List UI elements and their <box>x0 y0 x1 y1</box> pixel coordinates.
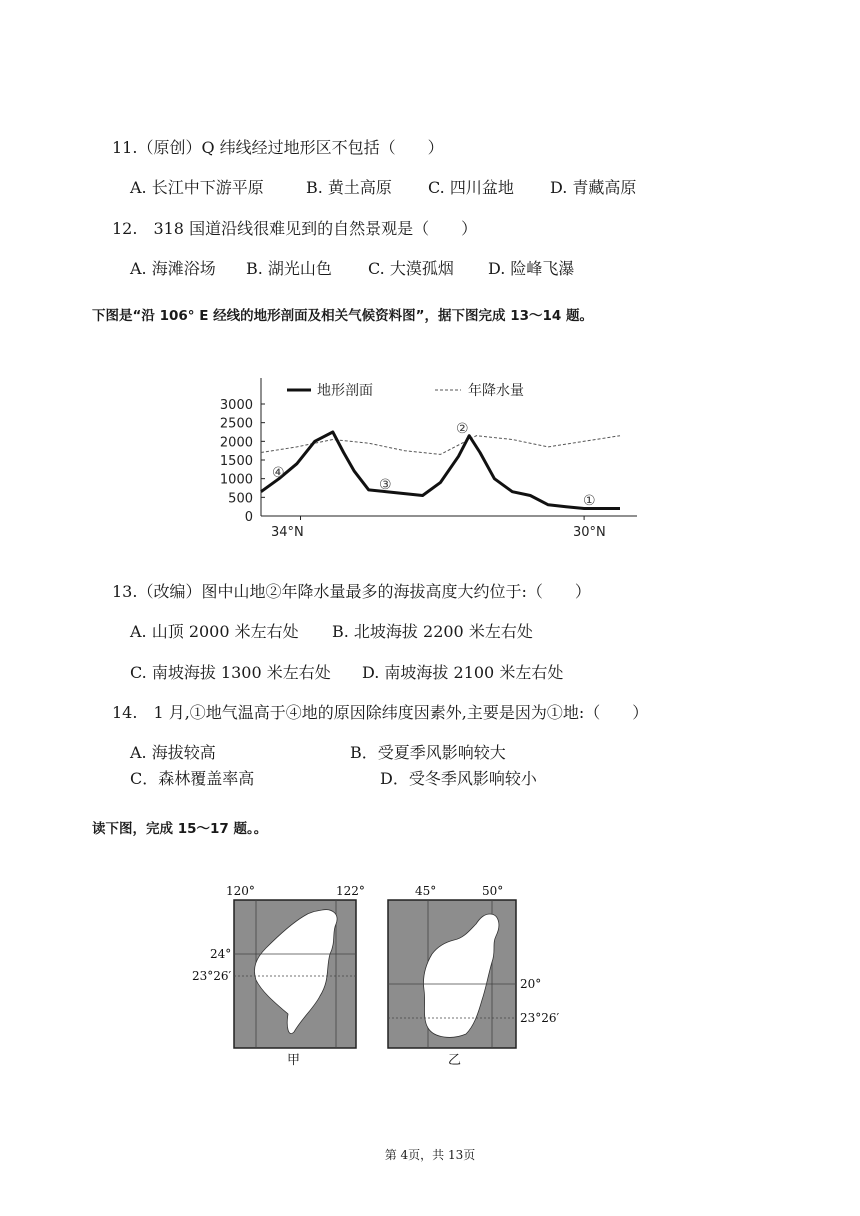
island-maps-figure <box>190 880 560 1070</box>
intro-15-17: 读下图，完成 15～17 题。。 <box>92 821 268 837</box>
page-footer: 第 4页，共 13页 <box>384 1148 476 1162</box>
intro-13-14: 下图是“沿 106° E 经线的地形剖面及相关气候资料图”，据下图完成 13～14 题。 <box>92 308 593 324</box>
terrain-series-line <box>261 432 620 509</box>
q13-option-b: B. 北坡海拔 2200 米左右处 <box>332 622 533 641</box>
marker-4: ④ <box>272 465 285 481</box>
q14-option-d: D．受冬季风影响较小 <box>380 769 537 788</box>
map-jia-lat-24-label: 24° <box>210 947 232 961</box>
y-tick-label-500: 500 <box>228 491 253 507</box>
map-jia-caption: 甲 <box>287 1053 301 1068</box>
q14-stem: 14. 1 月,①地气温高于④地的原因除纬度因素外,主要是因为①地:（ ） <box>112 703 649 722</box>
marker-2: ② <box>456 421 469 437</box>
map-jia-lon-122: 122° <box>336 884 365 898</box>
q11-option-c: C. 四川盆地 <box>428 178 514 197</box>
q12-option-d: D. 险峰飞瀑 <box>488 259 575 278</box>
q13-option-d: D. 南坡海拔 2100 米左右处 <box>362 663 564 682</box>
map-yi <box>388 884 560 1068</box>
map-yi-lat-20-label: 20° <box>520 977 542 991</box>
marker-3: ③ <box>379 477 392 493</box>
q12-option-a: A. 海滩浴场 <box>130 259 216 278</box>
q12-stem: 12. 318 国道沿线很难见到的自然景观是（ ） <box>112 219 478 238</box>
q11-stem: 11.（原创）Q 纬线经过地形区不包括（ ） <box>112 138 444 157</box>
q12-option-c: C. 大漠孤烟 <box>368 259 454 278</box>
terrain-profile-chart <box>205 370 645 545</box>
map-yi-lon-45: 45° <box>415 884 437 898</box>
map-jia-lat-tropic-label: 23°26′ <box>192 969 232 983</box>
y-tick-label-1000: 1000 <box>219 472 253 488</box>
q14-option-c: C．森林覆盖率高 <box>130 769 255 788</box>
q11-option-d: D. 青藏高原 <box>550 178 637 197</box>
q11-option-b: B. 黄土高原 <box>306 178 392 197</box>
chart-legend <box>287 382 524 399</box>
map-jia-lon-120: 120° <box>226 884 255 898</box>
y-tick-label-1500: 1500 <box>219 454 253 469</box>
q13-option-a: A. 山顶 2000 米左右处 <box>130 622 299 641</box>
map-yi-lon-50: 50° <box>482 884 504 898</box>
map-jia <box>192 884 365 1068</box>
x-label-34n: 34°N <box>271 525 304 540</box>
x-label-30n: 30°N <box>573 525 606 540</box>
q13-stem: 13.（改编）图中山地②年降水量最多的海拔高度大约位于:（ ） <box>112 582 591 601</box>
q13-option-c: C. 南坡海拔 1300 米左右处 <box>130 663 331 682</box>
precipitation-series-line <box>261 436 620 455</box>
legend-terrain-label: 地形剖面 <box>317 383 373 399</box>
marker-1: ① <box>583 493 596 509</box>
map-yi-caption: 乙 <box>448 1053 462 1068</box>
q12-option-b: B. 湖光山色 <box>246 259 332 278</box>
map-yi-lat-tropic-label: 23°26′ <box>520 1011 560 1025</box>
y-tick-label-0: 0 <box>244 510 253 525</box>
y-tick-label-3000: 3000 <box>219 398 253 413</box>
q11-option-a: A. 长江中下游平原 <box>130 178 264 197</box>
y-tick-label-2500: 2500 <box>219 416 253 432</box>
y-tick-label-2000: 2000 <box>219 435 253 451</box>
q14-option-b: B．受夏季风影响较大 <box>350 743 506 762</box>
legend-precip-label: 年降水量 <box>468 383 524 399</box>
q14-option-a: A. 海拔较高 <box>130 743 216 762</box>
